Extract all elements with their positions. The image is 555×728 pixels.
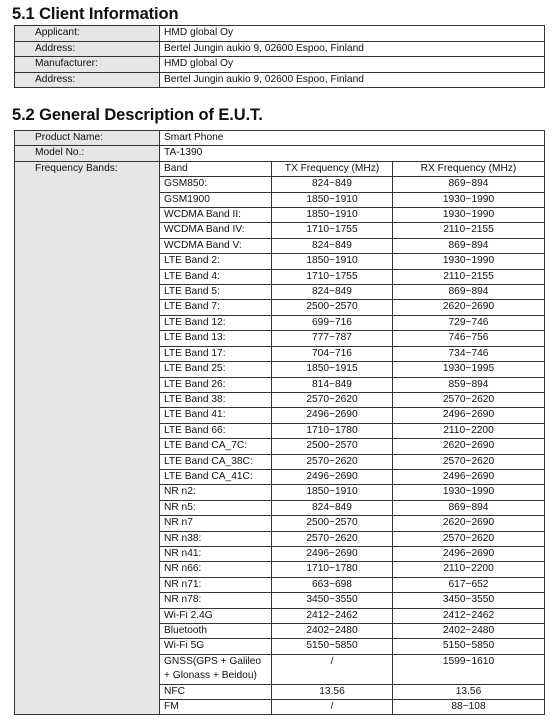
model-value: TA-1390: [160, 146, 545, 161]
band-name-cell: NR n38:: [160, 531, 272, 546]
tx-frequency-cell: 2496~2690: [272, 546, 393, 561]
band-name-cell: NR n78:: [160, 593, 272, 608]
rx-frequency-cell: 1599~1610: [393, 654, 545, 684]
band-row: [160, 377, 544, 392]
band-row: [160, 700, 544, 715]
band-row: [160, 608, 544, 623]
client-row-label: Address:: [15, 41, 160, 57]
frequency-band-table: [160, 162, 544, 715]
rx-frequency-cell: 2620~2690: [393, 439, 545, 454]
tx-frequency-cell: 663~698: [272, 577, 393, 592]
band-name-cell: NR n7: [160, 516, 272, 531]
band-row: [160, 485, 544, 500]
band-row: [160, 408, 544, 423]
band-name-cell: NR n5:: [160, 500, 272, 515]
rx-frequency-cell: 2496~2690: [393, 546, 545, 561]
band-name-cell: LTE Band 12:: [160, 315, 272, 330]
client-information-table: [14, 25, 545, 88]
rx-frequency-cell: 2570~2620: [393, 392, 545, 407]
product-name-value: Smart Phone: [160, 131, 545, 146]
band-row: [160, 423, 544, 438]
client-row-label: Manufacturer:: [15, 57, 160, 73]
band-name-cell: NR n2:: [160, 485, 272, 500]
rx-frequency-cell: 869~894: [393, 177, 545, 192]
band-name-cell: LTE Band CA_41C:: [160, 469, 272, 484]
rx-frequency-cell: 869~894: [393, 500, 545, 515]
rx-frequency-cell: 2496~2690: [393, 469, 545, 484]
tx-frequency-cell: 2500~2570: [272, 300, 393, 315]
tx-frequency-cell: 1710~1755: [272, 269, 393, 284]
rx-frequency-cell: 2412~2462: [393, 608, 545, 623]
band-name-cell: LTE Band CA_38C:: [160, 454, 272, 469]
rx-frequency-cell: 869~894: [393, 285, 545, 300]
band-row: [160, 546, 544, 561]
band-row: [160, 346, 544, 361]
tx-frequency-cell: 1850~1910: [272, 254, 393, 269]
band-row: [160, 654, 544, 684]
band-header-row: [160, 162, 544, 177]
band-name-cell: FM: [160, 700, 272, 715]
rx-frequency-cell: 2110~2200: [393, 423, 545, 438]
tx-frequency-cell: 1850~1910: [272, 208, 393, 223]
client-row-value: HMD global Oy: [160, 57, 545, 73]
band-name-cell: NR n71:: [160, 577, 272, 592]
client-row: [15, 57, 545, 73]
band-row: [160, 192, 544, 207]
band-row: [160, 500, 544, 515]
band-name-cell: LTE Band 13:: [160, 331, 272, 346]
band-row: [160, 238, 544, 253]
tx-frequency-cell: 1850~1915: [272, 362, 393, 377]
tx-frequency-cell: 2402~2480: [272, 624, 393, 639]
tx-frequency-cell: 824~849: [272, 285, 393, 300]
rx-frequency-cell: 617~652: [393, 577, 545, 592]
tx-frequency-cell: 2496~2690: [272, 469, 393, 484]
band-name-cell: GNSS(GPS + Galileo + Glonass + Beidou): [160, 654, 272, 684]
product-name-row: [15, 131, 545, 146]
rx-frequency-cell: 1930~1990: [393, 254, 545, 269]
client-row-label: Address:: [15, 72, 160, 88]
tx-frequency-cell: 2500~2570: [272, 516, 393, 531]
tx-frequency-cell: 5150~5850: [272, 639, 393, 654]
band-name-cell: GSM1900: [160, 192, 272, 207]
tx-frequency-cell: /: [272, 654, 393, 684]
tx-frequency-cell: 1710~1780: [272, 423, 393, 438]
rx-frequency-cell: 3450~3550: [393, 593, 545, 608]
tx-frequency-cell: 1710~1780: [272, 562, 393, 577]
rx-frequency-cell: 5150~5850: [393, 639, 545, 654]
client-row-value: Bertel Jungin aukio 9, 02600 Espoo, Finland: [160, 72, 545, 88]
band-row: [160, 577, 544, 592]
band-row: [160, 684, 544, 699]
model-label: Model No.:: [15, 146, 160, 161]
tx-frequency-cell: 824~849: [272, 238, 393, 253]
band-row: [160, 315, 544, 330]
band-row: [160, 208, 544, 223]
eut-description-table: [14, 130, 545, 715]
band-row: [160, 531, 544, 546]
tx-frequency-cell: 2496~2690: [272, 408, 393, 423]
rx-frequency-cell: 2496~2690: [393, 408, 545, 423]
client-row: [15, 26, 545, 42]
band-row: [160, 362, 544, 377]
rx-frequency-cell: 1930~1995: [393, 362, 545, 377]
client-row-label: Applicant:: [15, 26, 160, 42]
band-name-cell: WCDMA Band IV:: [160, 223, 272, 238]
band-name-cell: LTE Band 2:: [160, 254, 272, 269]
section-5-1-heading: 5.1 Client Information: [12, 5, 179, 23]
band-row: [160, 300, 544, 315]
band-row: [160, 469, 544, 484]
frequency-bands-row: [15, 161, 545, 715]
band-row: [160, 331, 544, 346]
client-row: [15, 41, 545, 57]
rx-frequency-cell: 869~894: [393, 238, 545, 253]
rx-frequency-cell: 2402~2480: [393, 624, 545, 639]
rx-frequency-cell: 13.56: [393, 684, 545, 699]
tx-frequency-cell: 824~849: [272, 500, 393, 515]
band-name-cell: LTE Band 5:: [160, 285, 272, 300]
tx-frequency-cell: 824~849: [272, 177, 393, 192]
rx-frequency-cell: 746~756: [393, 331, 545, 346]
tx-frequency-cell: 13.56: [272, 684, 393, 699]
band-name-cell: LTE Band 17:: [160, 346, 272, 361]
band-row: [160, 392, 544, 407]
band-name-cell: Wi-Fi 5G: [160, 639, 272, 654]
rx-frequency-cell: 1930~1990: [393, 192, 545, 207]
band-name-cell: NFC: [160, 684, 272, 699]
band-row: [160, 269, 544, 284]
section-5-2-heading: 5.2 General Description of E.U.T.: [12, 106, 263, 124]
rx-frequency-cell: 2110~2155: [393, 223, 545, 238]
band-row: [160, 254, 544, 269]
band-row: [160, 454, 544, 469]
rx-frequency-cell: 2620~2690: [393, 516, 545, 531]
rx-frequency-cell: 729~746: [393, 315, 545, 330]
band-name-cell: LTE Band 26:: [160, 377, 272, 392]
band-name-cell: LTE Band CA_7C:: [160, 439, 272, 454]
band-name-cell: WCDMA Band II:: [160, 208, 272, 223]
band-name-cell: LTE Band 41:: [160, 408, 272, 423]
tx-frequency-cell: 2570~2620: [272, 392, 393, 407]
band-name-cell: LTE Band 4:: [160, 269, 272, 284]
band-name-cell: LTE Band 66:: [160, 423, 272, 438]
band-row: [160, 516, 544, 531]
band-name-cell: Bluetooth: [160, 624, 272, 639]
tx-frequency-cell: 1850~1910: [272, 485, 393, 500]
band-row: [160, 223, 544, 238]
rx-column-header: RX Frequency (MHz): [393, 162, 545, 177]
tx-frequency-cell: 2570~2620: [272, 531, 393, 546]
band-row: [160, 562, 544, 577]
product-name-label: Product Name:: [15, 131, 160, 146]
tx-frequency-cell: 699~716: [272, 315, 393, 330]
client-row-value: Bertel Jungin aukio 9, 02600 Espoo, Finland: [160, 41, 545, 57]
band-name-cell: WCDMA Band V:: [160, 238, 272, 253]
rx-frequency-cell: 88~108: [393, 700, 545, 715]
tx-frequency-cell: 704~716: [272, 346, 393, 361]
band-name-cell: GSM850:: [160, 177, 272, 192]
tx-frequency-cell: /: [272, 700, 393, 715]
rx-frequency-cell: 2110~2155: [393, 269, 545, 284]
tx-frequency-cell: 777~787: [272, 331, 393, 346]
tx-frequency-cell: 1710~1755: [272, 223, 393, 238]
band-row: [160, 593, 544, 608]
band-name-cell: LTE Band 38:: [160, 392, 272, 407]
tx-frequency-cell: 1850~1910: [272, 192, 393, 207]
band-name-cell: Wi-Fi 2.4G: [160, 608, 272, 623]
model-row: [15, 146, 545, 161]
tx-frequency-cell: 2570~2620: [272, 454, 393, 469]
band-name-cell: LTE Band 7:: [160, 300, 272, 315]
band-row: [160, 639, 544, 654]
rx-frequency-cell: 1930~1990: [393, 485, 545, 500]
rx-frequency-cell: 1930~1990: [393, 208, 545, 223]
rx-frequency-cell: 2570~2620: [393, 454, 545, 469]
tx-frequency-cell: 2500~2570: [272, 439, 393, 454]
rx-frequency-cell: 859~894: [393, 377, 545, 392]
rx-frequency-cell: 734~746: [393, 346, 545, 361]
band-name-cell: NR n66:: [160, 562, 272, 577]
frequency-bands-label: Frequency Bands:: [15, 161, 160, 715]
band-row: [160, 439, 544, 454]
rx-frequency-cell: 2620~2690: [393, 300, 545, 315]
band-row: [160, 624, 544, 639]
tx-frequency-cell: 814~849: [272, 377, 393, 392]
band-column-header: Band: [160, 162, 272, 177]
band-name-cell: NR n41:: [160, 546, 272, 561]
tx-frequency-cell: 3450~3550: [272, 593, 393, 608]
tx-column-header: TX Frequency (MHz): [272, 162, 393, 177]
client-row: [15, 72, 545, 88]
client-row-value: HMD global Oy: [160, 26, 545, 42]
band-name-cell: LTE Band 25:: [160, 362, 272, 377]
frequency-bands-cell: [160, 161, 545, 715]
tx-frequency-cell: 2412~2462: [272, 608, 393, 623]
rx-frequency-cell: 2110~2200: [393, 562, 545, 577]
rx-frequency-cell: 2570~2620: [393, 531, 545, 546]
band-row: [160, 285, 544, 300]
band-row: [160, 177, 544, 192]
